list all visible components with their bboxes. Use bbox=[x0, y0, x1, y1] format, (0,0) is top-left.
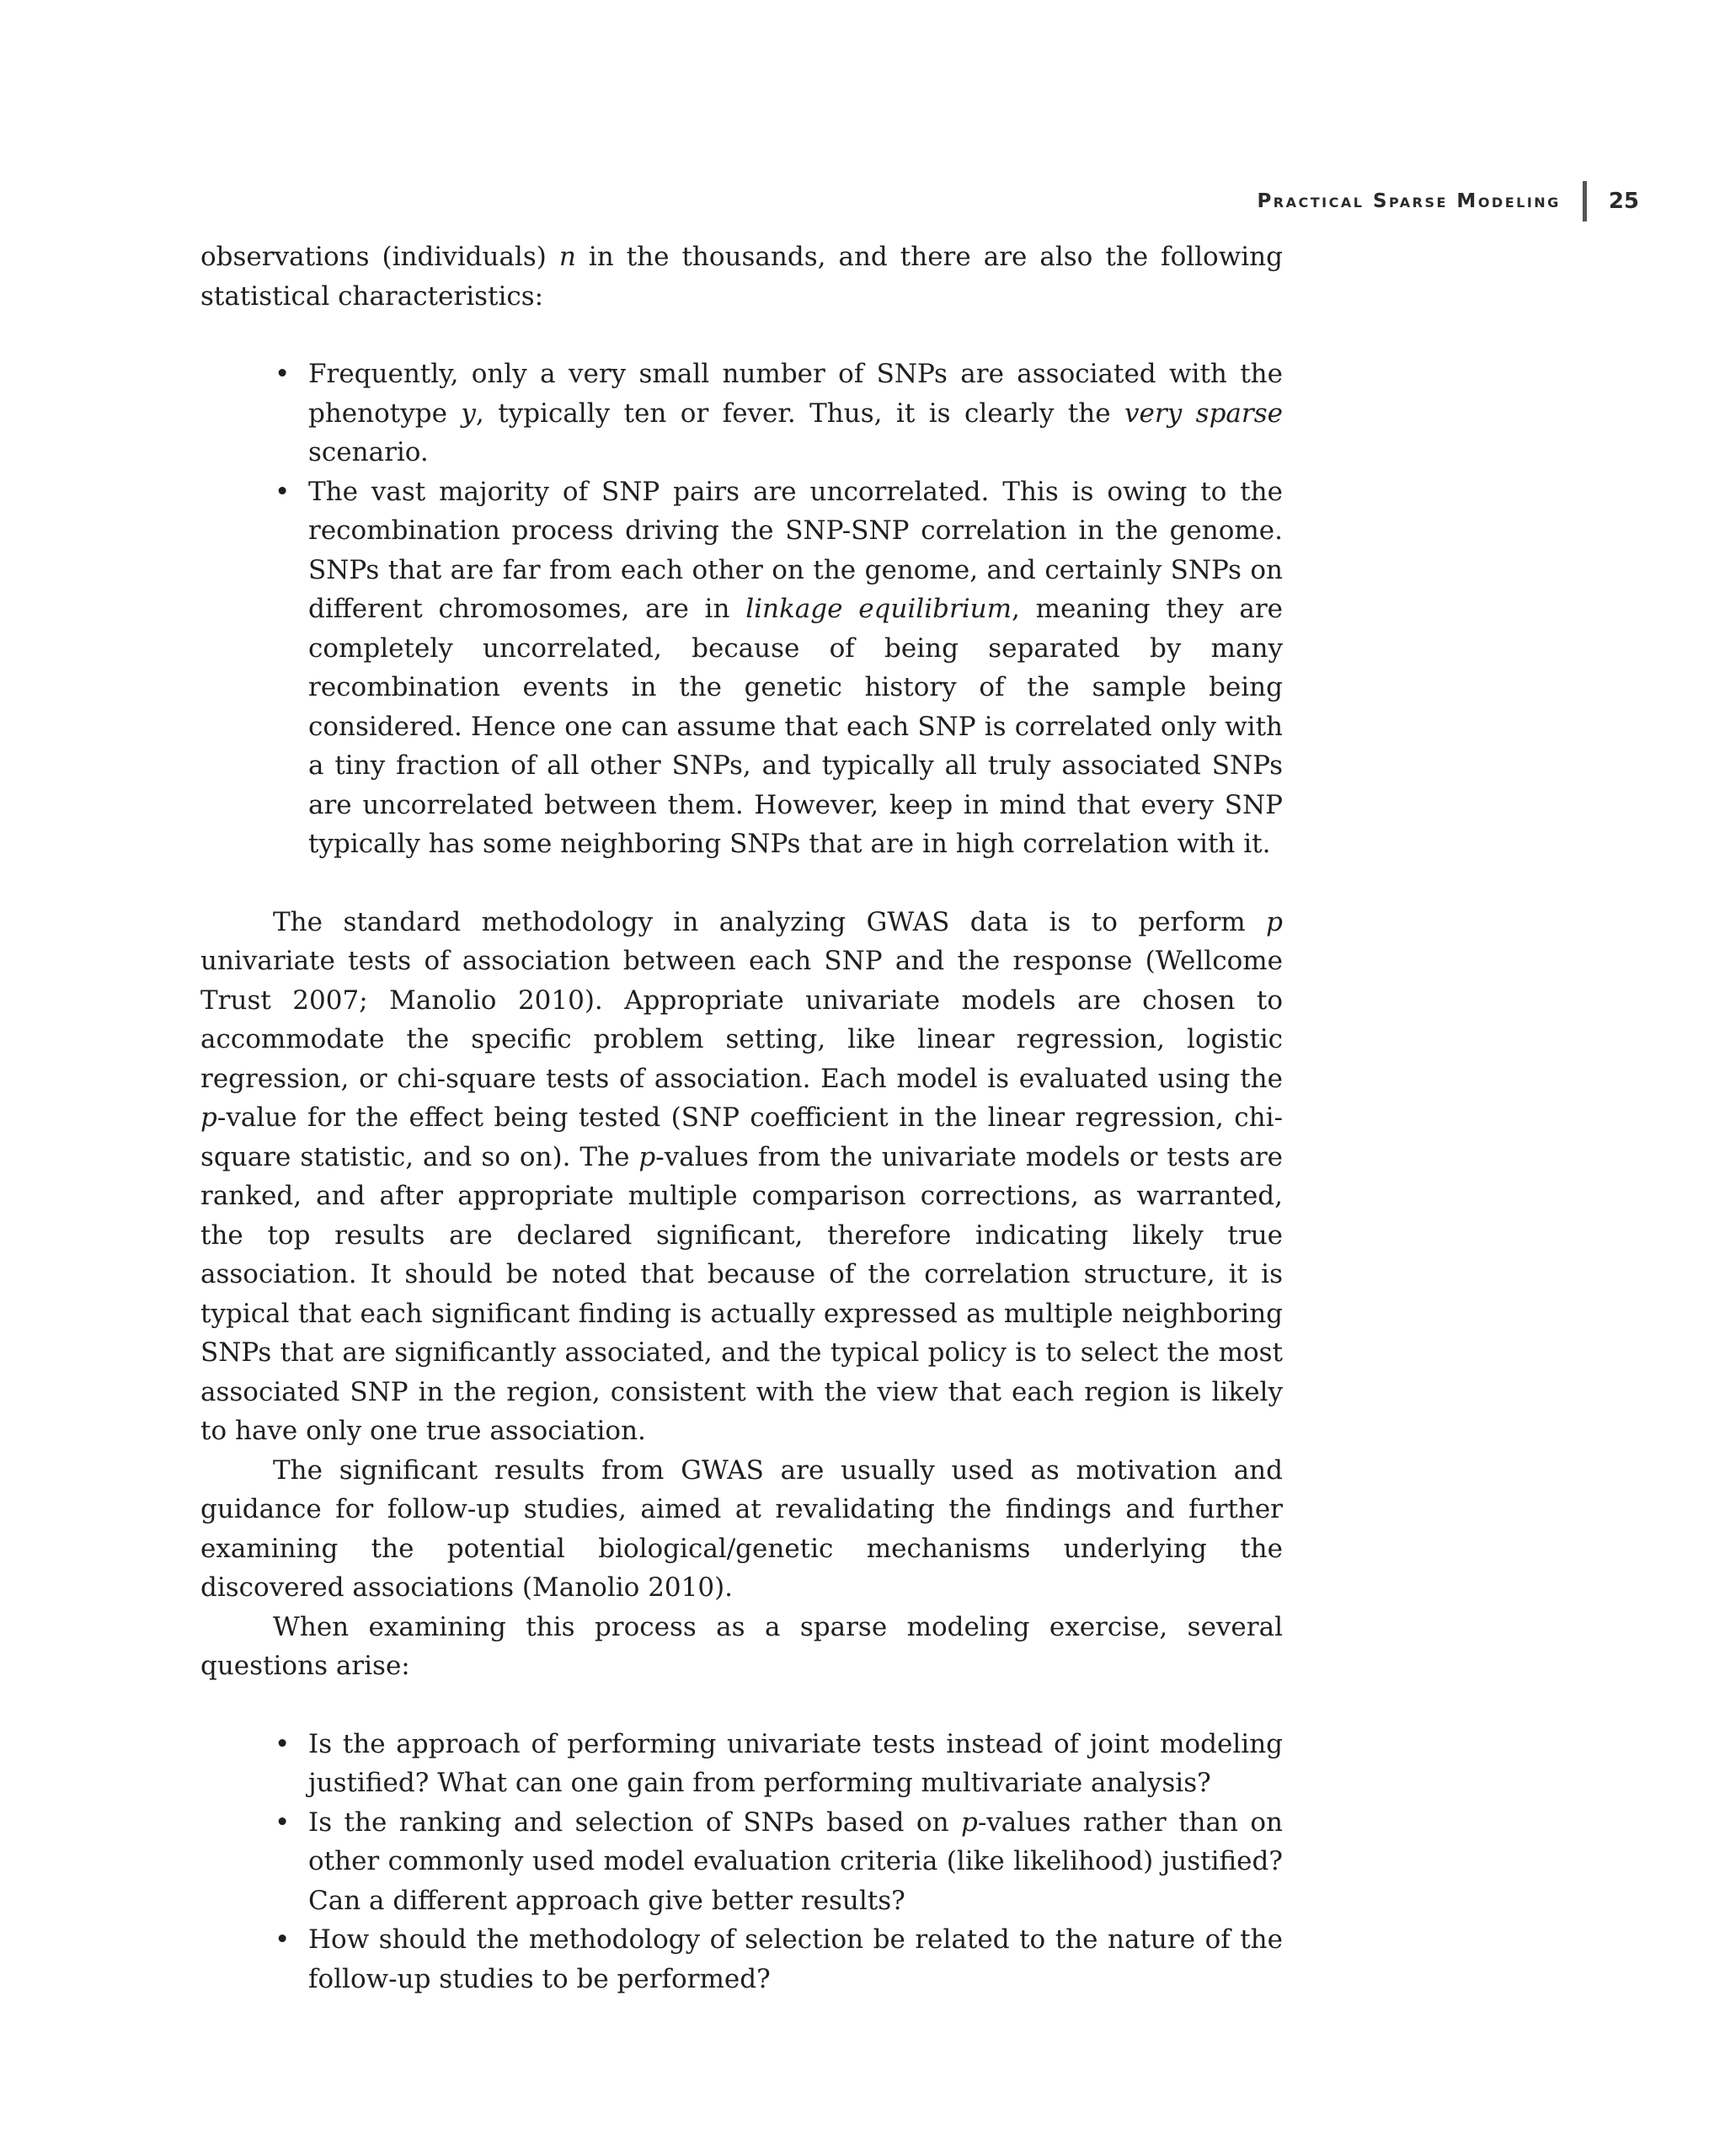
bullet-text: , meaning they are completely uncorrelated, because of being separated by many recombination events in the genetic history of the sample being considered. Hence one can assume that each SNP is correlated only with a tiny fraction of all other SNPs, and typically all truly associated SNPs are uncorrelated between them. However, keep in mind that every SNP typically has some neighboring SNPs that are in high correlation with it. bbox=[308, 594, 1283, 859]
header-rule bbox=[1583, 181, 1587, 221]
bullet-text: The vast majority of SNP pairs are uncorrelated. This is owing to the recombination process driving the SNP-SNP correlation in the genome. SNPs that are far from each other on the genome, and certainly SNPs on different chromosomes, are in bbox=[308, 476, 1283, 624]
para-math-p: p bbox=[200, 1102, 217, 1133]
para-text: univariate tests of association between each SNP and the response (Wellcome Trust 2007; Manolio 2010). Appropriate univariate models are chosen to accommodate the specific problem setting, like linear regression, logistic regression, or chi-square tests of association. Each model is evaluated using the bbox=[200, 946, 1283, 1094]
bullet-math-y: y bbox=[461, 398, 476, 429]
list-item bbox=[308, 355, 1283, 472]
intro-text-2: in the thousands, and there are also the following statistical characteristics: bbox=[200, 242, 1283, 312]
questions-intro-paragraph: When examining this process as a sparse modeling exercise, several questions arise: bbox=[200, 1611, 1283, 1681]
bullet-text: Frequently, only a very small number of SNPs are associated with the phenotype bbox=[308, 359, 1283, 429]
bullet-text: How should the methodology of selection be related to the nature of the follow-up studies to be performed? bbox=[308, 1924, 1283, 1994]
para-math-p: p bbox=[638, 1141, 656, 1172]
bullet-text: , typically ten or fever. Thus, it is clearly the bbox=[475, 398, 1125, 429]
page-number: 25 bbox=[1608, 189, 1639, 214]
body-text bbox=[200, 237, 1283, 1999]
list-item bbox=[308, 472, 1283, 864]
para-text: -values from the univariate models or tests are ranked, and after appropriate multiple comparison corrections, as warranted, the top results are declared significant, therefore indicating likely true association. It should be noted that because of the correlation structure, it is typical that each significant finding is actually expressed as multiple neighboring SNPs that are significantly associated, and the typical policy is to select the most associated SNP in the region, consistent with the view that each region is likely to have only one true association. bbox=[200, 1141, 1283, 1446]
bullet-text: Is the ranking and selection of SNPs based on bbox=[308, 1806, 961, 1838]
bullet-text: scenario. bbox=[308, 437, 429, 467]
followup-paragraph: The significant results from GWAS are usually used as motivation and guidance for follow-up studies, aimed at revalidating the findings and further examining the potential biological/genetic mechanisms underlying the discovered associations (Manolio 2010). bbox=[200, 1454, 1283, 1603]
list-item bbox=[308, 1725, 1283, 1803]
running-head bbox=[1257, 180, 1639, 222]
bullet-emphasis: linkage equilibrium bbox=[745, 594, 1012, 624]
intro-text-1: observations (individuals) bbox=[200, 242, 559, 272]
list-item bbox=[308, 1920, 1283, 1999]
characteristics-list bbox=[200, 355, 1283, 864]
methodology-paragraph bbox=[200, 903, 1283, 1451]
running-title: Practical Sparse Modeling bbox=[1257, 190, 1561, 212]
list-item bbox=[308, 1803, 1283, 1921]
questions-list bbox=[200, 1725, 1283, 1999]
para-text: The standard methodology in analyzing GWAS data is to perform bbox=[273, 906, 1267, 937]
para-math-p: p bbox=[1266, 906, 1283, 937]
bullet-text: Is the approach of performing univariate tests instead of joint modeling justified? What can one gain from performing multivariate analysis? bbox=[308, 1728, 1283, 1798]
para-text: -value for the effect being tested (SNP coefficient in the linear regression, chi-square statistic, and so on). The bbox=[200, 1102, 1283, 1172]
bullet-text: -values rather than on other commonly used model evaluation criteria (like likelihood) justified? Can a different approach give better results? bbox=[308, 1806, 1283, 1916]
bullet-math-p: p bbox=[960, 1806, 978, 1838]
intro-math-n: n bbox=[558, 242, 576, 272]
intro-paragraph bbox=[200, 237, 1283, 316]
bullet-emphasis: very sparse bbox=[1124, 398, 1283, 429]
